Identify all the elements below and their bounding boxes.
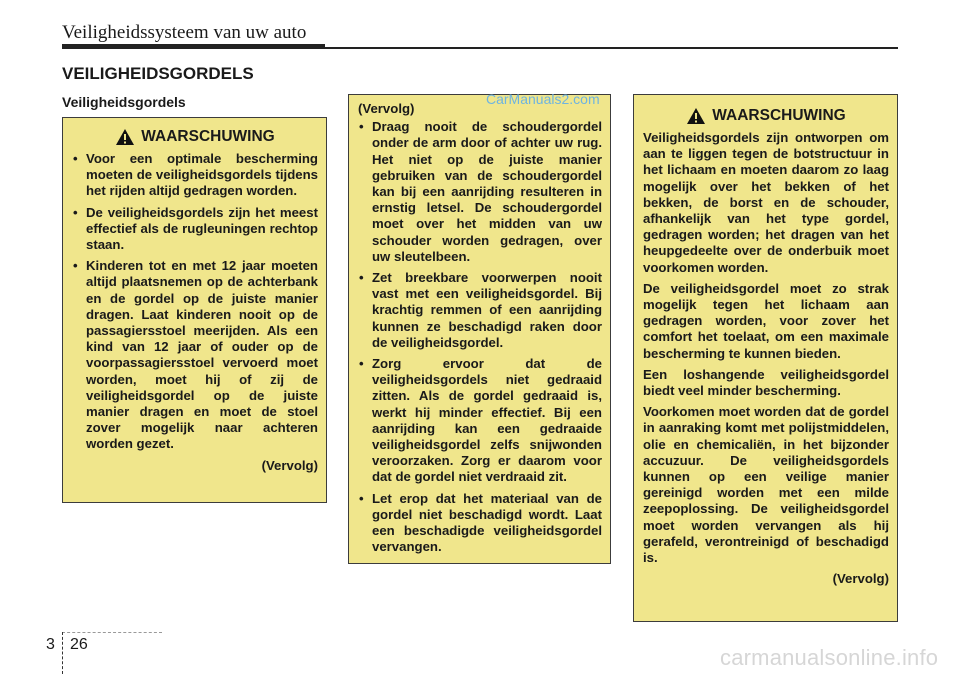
warning-heading [643,107,889,125]
warning-list [358,119,602,555]
warning-heading-label: WAARSCHUWING [712,106,846,124]
list-item: • Zet breekbare voorwerpen nooit vast met een veiligheidsgordel. Bij krachtig remmen of een aanrijding kunnen ze beschadigd raken door de veiligheidsgordel. [358,270,602,351]
footer-rule [62,632,162,633]
list-item: • Zorg ervoor dat de veiligheidsgordels niet gedraaid zitten. Als de gordel gedraaid is, werkt hij minder effectief. Bij een aanrijding kan een gedraaide veiligheidsgordel zelfs snijwonden veroorzaken. Zorg er daarom voor dat de gordel niet verdraaid zit. [358,356,602,486]
list-item: • Draag nooit de schoudergordel onder de arm door of achter uw rug. Het niet op de juiste manier gebruiken van de schoudergordel kan bij een aanrijding resulteren in ernstig letsel. De schoudergordel moet over het midden van uw schouder worden gedragen, over uw sleutelbeen. [358,119,602,265]
list-item: • Voor een optimale bescherming moeten de veiligheidsgordels tijdens het rijden altijd gedragen worden. [72,151,318,200]
list-item: • Let erop dat het materiaal van de gordel niet beschadigd wordt. Laat een beschadigde veiligheidsgordel vervangen. [358,491,602,556]
header-rule [62,47,898,49]
warning-list [72,151,318,453]
chapter-number: 3 [46,636,55,653]
watermark-top: CarManuals2.com [486,91,600,107]
watermark-bottom: carmanualsonline.info [720,645,939,670]
list-item: • Kinderen tot en met 12 jaar moeten altijd plaatsnemen op de achterbank en de gordel op de juiste manier dragen. Laat kinderen nooit op de passagiersstoel meerijden. Als een kind van 12 jaar of ouder op de voorpassagiersstoel vervoerd moet worden, moet hij of zij de veiligheidsgordel op de juiste manier dragen en moet de stoel zover mogelijk naar achteren worden gezet. [72,258,318,452]
continued-label: (Vervolg) [832,571,889,587]
warning-triangle-icon [115,128,135,146]
warning-heading [72,128,318,146]
continued-label: (Vervolg) [261,457,318,473]
list-item: • De veiligheidsgordels zijn het meest effectief als de rugleuningen rechtop staan. [72,205,318,254]
warning-box-1 [62,117,327,503]
warning-paragraph: Een loshangende veiligheidsgordel biedt veel minder bescherming. [643,366,889,399]
warning-paragraph: Voorkomen moet worden dat de gordel in aanraking komt met polijstmiddelen, olie en chemicaliën, in het bijzonder accuzuur. De veiligheidsgordels kunnen op een veilige manier gereinigd worden met een milde zeepoplossing. De veiligheidsgordel moet worden vervangen als hij gerafeld, verontreinigd of beschadigd is. [643,404,889,566]
page-header-title: Veiligheidssysteem van uw auto [62,22,307,43]
section-subtitle: Veiligheidsgordels [62,94,186,110]
warning-box-3 [633,94,898,622]
warning-heading-label: WAARSCHUWING [141,127,275,145]
continued-label: (Vervolg) [358,101,415,116]
section-title: VEILIGHEIDSGORDELS [62,64,254,83]
footer-divider [62,632,63,674]
warning-paragraph: De veiligheidsgordel moet zo strak mogelijk tegen het lichaam aan gedragen worden, voor zover het comfort het toelaat, om een maximale bescherming te kunnen bieden. [643,280,889,361]
warning-triangle-icon [686,107,706,125]
page-number: 26 [70,636,88,653]
warning-paragraph: Veiligheidsgordels zijn ontworpen om aan te liggen tegen de botstructuur in het lichaam en moeten daarom zo laag mogelijk over het bekken of het bekken, de borst en de schouder, afhankelijk van het type gordel, gedragen worden; het dragen van het heupgedeelte over de onderbuik moet voorkomen worden. [643,130,889,275]
warning-box-2 [348,94,611,564]
